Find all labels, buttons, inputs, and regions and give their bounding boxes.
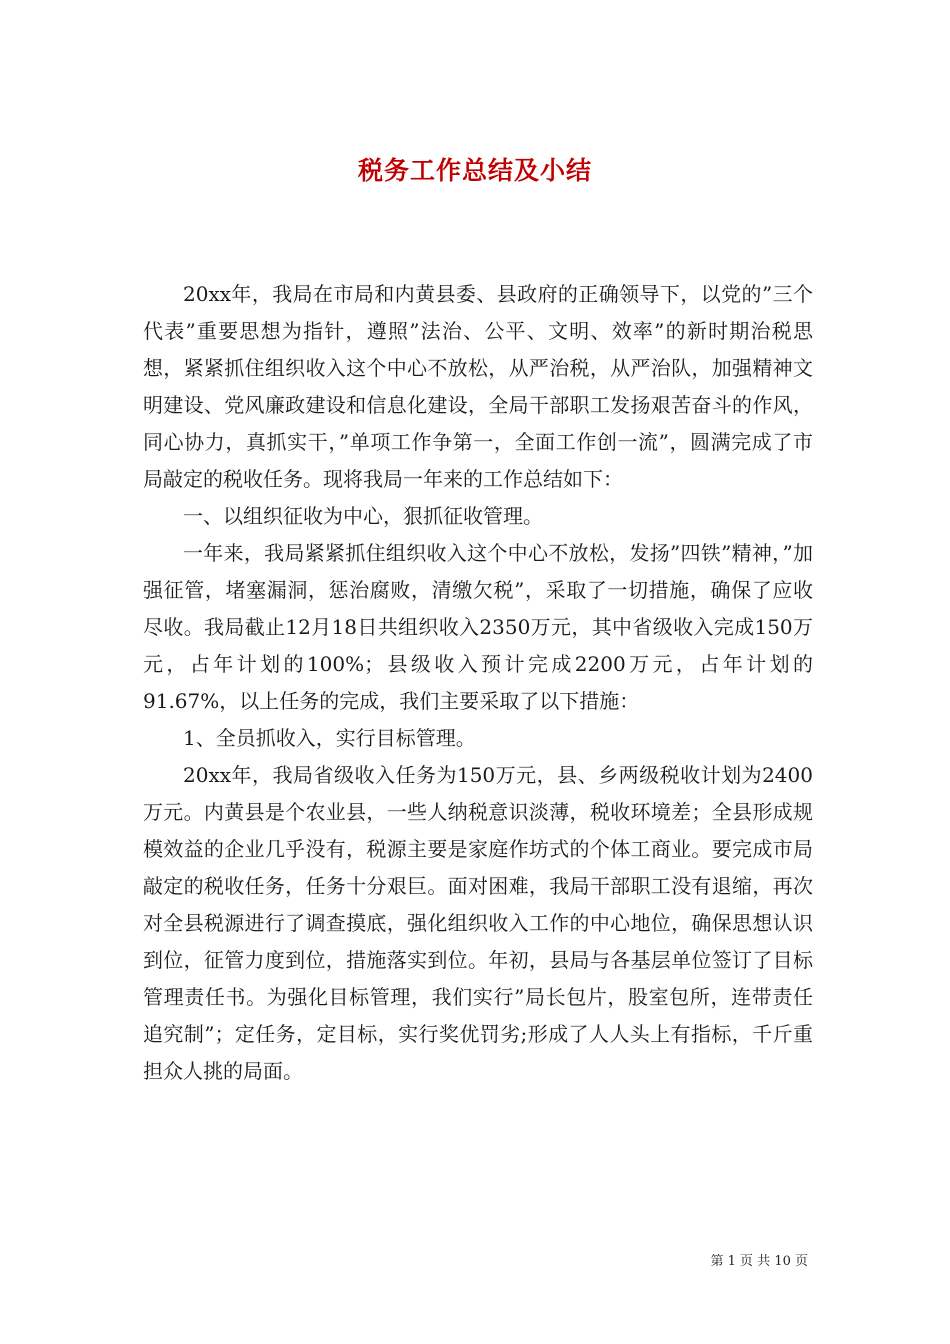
paragraph-intro: 20xx年，我局在市局和内黄县委、县政府的正确领导下，以党的”三个代表”重要思想为指针，遵照”法治、公平、文明、效率”的新时期治税思想，紧紧抓住组织收入这个中心不放松，从严治税，从严治队，加强精神文明建设、党风廉政建设和信息化建设，全局干部职工发扬艰苦奋斗的作风，同心协力，真抓实干，”单项工作争第一，全面工作创一流”，圆满完成了市局敲定的税收任务。现将我局一年来的工作总结如下：: [143, 282, 813, 491]
paragraph-section-1: 一年来，我局紧紧抓住组织收入这个中心不放松，发扬”四铁”精神，”加强征管，堵塞漏洞，惩治腐败，清缴欠税”，采取了一切措施，确保了应收尽收。我局截止12月18日共组织收入2350万元，其中省级收入完成150万元，占年计划的100%；县级收入预计完成2200万元，占年计划的91.67%，以上任务的完成，我们主要采取了以下措施：: [143, 541, 813, 713]
section-heading-1: 一、以组织征收为中心，狠抓征收管理。: [183, 504, 543, 528]
document-body: [143, 276, 813, 1090]
page-number-footer: 第 1 页 共 10 页: [710, 1254, 808, 1269]
page-title: 税务工作总结及小结: [357, 155, 592, 185]
paragraph-subsection-1: 20xx年，我局省级收入任务为150万元，县、乡两级税收计划为2400万元。内黄县是个农业县，一些人纳税意识淡薄，税收环境差；全县形成规模效益的企业几乎没有，税源主要是家庭作坊式的个体工商业。要完成市局敲定的税收任务，任务十分艰巨。面对困难，我局干部职工没有退缩，再次对全县税源进行了调查摸底，强化组织收入工作的中心地位，确保思想认识到位，征管力度到位，措施落实到位。年初，县局与各基层单位签订了目标管理责任书。为强化目标管理，我们实行”局长包片，股室包所，连带责任追究制”；定任务，定目标，实行奖优罚劣;形成了人人头上有指标，千斤重担众人挑的局面。: [143, 763, 813, 1083]
subsection-heading-1: 1、全员抓收入，实行目标管理。: [183, 726, 476, 750]
